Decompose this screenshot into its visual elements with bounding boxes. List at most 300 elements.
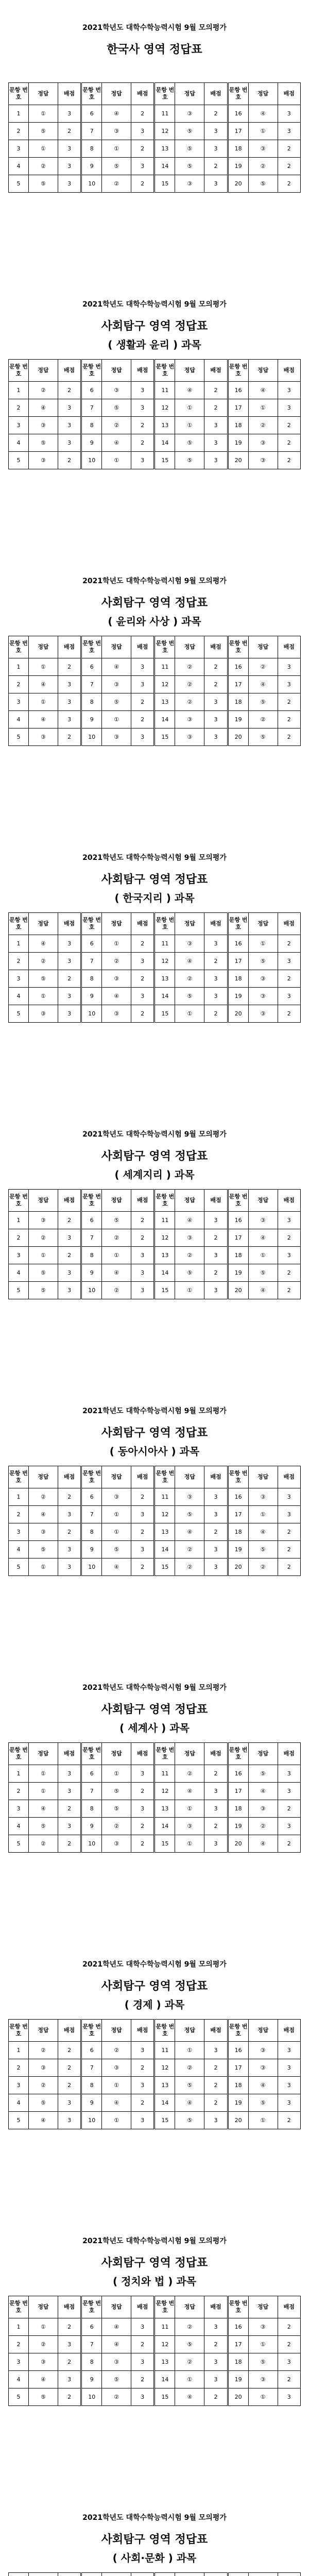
question-number-cell: 3 xyxy=(9,1247,29,1264)
question-number-header: 문항 번호 xyxy=(9,636,29,658)
question-number-cell: 17 xyxy=(228,1506,248,1523)
answer-cell: ④ xyxy=(28,935,58,953)
answer-header: 정답 xyxy=(28,2296,58,2318)
answer-cell: ③ xyxy=(28,2353,58,2371)
points-cell: 2 xyxy=(58,1523,81,1541)
question-number-cell: 13 xyxy=(154,2077,175,2094)
section-header xyxy=(0,830,309,912)
answer-cell: ③ xyxy=(28,728,58,746)
answer-cell: ③ xyxy=(248,1488,278,1506)
question-number-cell: 1 xyxy=(9,1212,29,1229)
answer-cell: ④ xyxy=(175,2094,204,2112)
points-cell: 3 xyxy=(58,2112,81,2129)
question-number-header: 문항 번호 xyxy=(9,1466,29,1488)
table-row xyxy=(9,123,301,140)
answer-cell: ① xyxy=(28,1765,58,1783)
points-header: 배점 xyxy=(131,913,154,935)
answer-cell: ① xyxy=(28,693,58,711)
answer-cell: ③ xyxy=(248,970,278,988)
table-header-row xyxy=(9,913,301,935)
answer-cell: ⑤ xyxy=(248,1264,278,1282)
points-cell: 3 xyxy=(131,1541,154,1558)
points-header xyxy=(278,2573,300,2576)
answer-cell: ③ xyxy=(175,105,204,123)
answer-section xyxy=(0,277,309,553)
answer-cell: ⑤ xyxy=(28,175,58,193)
points-header: 배점 xyxy=(278,2020,300,2042)
points-cell: 3 xyxy=(278,2094,300,2112)
question-number-cell: 1 xyxy=(9,2042,29,2059)
question-number-cell: 5 xyxy=(9,2112,29,2129)
question-number-cell: 13 xyxy=(154,1247,175,1264)
question-number-header: 문항 번호 xyxy=(228,636,248,658)
section-header xyxy=(0,2490,309,2572)
points-cell: 2 xyxy=(278,1229,300,1247)
points-cell: 2 xyxy=(131,1212,154,1229)
answer-cell: ② xyxy=(175,970,204,988)
question-number-header: 문항 번호 xyxy=(228,1466,248,1488)
subject-title: ( 동아시아사 ) 과목 xyxy=(109,1445,200,1458)
question-number-cell: 16 xyxy=(228,2318,248,2336)
question-number-cell: 4 xyxy=(9,2094,29,2112)
answer-header: 정답 xyxy=(102,360,131,382)
points-cell: 3 xyxy=(278,1818,300,1835)
question-number-header: 문항 번호 xyxy=(154,2296,175,2318)
answer-cell: ③ xyxy=(248,1212,278,1229)
points-cell: 3 xyxy=(204,2371,228,2388)
table-row xyxy=(9,382,301,399)
points-cell: 3 xyxy=(204,175,228,193)
answer-cell: ③ xyxy=(248,1005,278,1023)
question-number-cell: 7 xyxy=(81,1783,102,1800)
question-number-cell: 20 xyxy=(228,452,248,469)
points-cell: 3 xyxy=(58,1264,81,1282)
area-title: 사회탐구 영역 정답표 xyxy=(101,320,208,333)
answer-cell: ⑤ xyxy=(248,953,278,970)
table-row xyxy=(9,1005,301,1023)
table-row xyxy=(9,2042,301,2059)
points-cell: 2 xyxy=(278,2112,300,2129)
answer-header: 정답 xyxy=(175,360,204,382)
points-header: 배점 xyxy=(58,636,81,658)
points-cell: 3 xyxy=(131,399,154,417)
question-number-cell: 7 xyxy=(81,2059,102,2077)
question-number-cell: 11 xyxy=(154,2042,175,2059)
question-number-cell: 18 xyxy=(228,970,248,988)
answer-cell: ② xyxy=(175,2059,204,2077)
answer-header: 정답 xyxy=(248,1743,278,1765)
answer-cell: ⑤ xyxy=(28,2388,58,2406)
points-cell: 3 xyxy=(131,2318,154,2336)
points-cell: 3 xyxy=(131,2388,154,2406)
points-cell: 3 xyxy=(278,658,300,676)
answer-header: 정답 xyxy=(248,360,278,382)
question-number-cell: 15 xyxy=(154,1558,175,1576)
points-header xyxy=(131,2573,154,2576)
question-number-cell: 14 xyxy=(154,1818,175,1835)
question-number-header: 문항 번호 xyxy=(9,913,29,935)
answer-cell: ① xyxy=(28,1247,58,1264)
question-number-cell: 14 xyxy=(154,2371,175,2388)
question-number-header: 문항 번호 xyxy=(228,360,248,382)
question-number-cell: 17 xyxy=(228,1783,248,1800)
table-header-row xyxy=(9,2573,301,2576)
question-number-cell: 9 xyxy=(81,2094,102,2112)
table-row xyxy=(9,2077,301,2094)
table-row xyxy=(9,1558,301,1576)
answer-cell: ② xyxy=(102,2042,131,2059)
answer-table xyxy=(8,82,301,193)
points-header: 배점 xyxy=(278,1743,300,1765)
table-row xyxy=(9,105,301,123)
question-number-cell: 10 xyxy=(81,1835,102,1853)
area-title: 사회탐구 영역 정답표 xyxy=(101,2533,208,2546)
answer-cell: ① xyxy=(28,140,58,158)
question-number-header: 문항 번호 xyxy=(81,83,102,105)
table-row xyxy=(9,2336,301,2353)
answer-header: 정답 xyxy=(28,2020,58,2042)
answer-cell: ⑤ xyxy=(102,1783,131,1800)
points-cell: 3 xyxy=(278,123,300,140)
exam-title: 2021학년도 대학수학능력시험 9월 모의평가 xyxy=(82,1960,227,1969)
answer-cell: ① xyxy=(175,417,204,434)
answer-cell: ⑤ xyxy=(102,399,131,417)
answer-cell: ② xyxy=(102,2388,131,2406)
question-number-header xyxy=(228,2573,248,2576)
answer-cell: ① xyxy=(102,2077,131,2094)
points-cell: 2 xyxy=(58,1488,81,1506)
table-row xyxy=(9,140,301,158)
answer-cell: ⑤ xyxy=(102,693,131,711)
points-cell: 3 xyxy=(204,417,228,434)
question-number-header: 문항 번호 xyxy=(228,2020,248,2042)
table-row xyxy=(9,1818,301,1835)
points-cell: 2 xyxy=(58,2318,81,2336)
points-header: 배점 xyxy=(58,360,81,382)
table-row xyxy=(9,2112,301,2129)
points-header: 배점 xyxy=(278,360,300,382)
answer-cell: ② xyxy=(28,2336,58,2353)
answer-header: 정답 xyxy=(175,1743,204,1765)
points-cell: 2 xyxy=(204,1005,228,1023)
answer-cell: ③ xyxy=(175,711,204,728)
question-number-cell: 13 xyxy=(154,970,175,988)
answer-cell: ④ xyxy=(102,2318,131,2336)
answer-cell: ④ xyxy=(175,1783,204,1800)
answer-header: 정답 xyxy=(248,1190,278,1212)
question-number-cell: 12 xyxy=(154,123,175,140)
points-cell: 2 xyxy=(131,1523,154,1541)
points-cell: 3 xyxy=(58,434,81,452)
question-number-cell: 14 xyxy=(154,2094,175,2112)
points-cell: 2 xyxy=(131,417,154,434)
points-cell: 3 xyxy=(204,935,228,953)
table-row xyxy=(9,1212,301,1229)
answer-cell: ② xyxy=(28,382,58,399)
answer-header: 정답 xyxy=(175,2020,204,2042)
answer-cell: ④ xyxy=(102,1558,131,1576)
question-number-cell: 8 xyxy=(81,417,102,434)
question-number-cell: 10 xyxy=(81,452,102,469)
answer-cell: ③ xyxy=(248,434,278,452)
points-cell: 2 xyxy=(58,970,81,988)
answer-cell: ③ xyxy=(102,2353,131,2371)
question-number-cell: 14 xyxy=(154,1541,175,1558)
answer-cell: ③ xyxy=(102,2059,131,2077)
table-header-row xyxy=(9,1466,301,1488)
points-cell: 3 xyxy=(131,1247,154,1264)
answer-cell: ③ xyxy=(175,175,204,193)
question-number-cell: 6 xyxy=(81,1488,102,1506)
question-number-cell: 12 xyxy=(154,399,175,417)
points-cell: 3 xyxy=(278,1765,300,1783)
points-cell: 2 xyxy=(278,1282,300,1299)
question-number-header xyxy=(9,2573,29,2576)
points-cell: 3 xyxy=(204,140,228,158)
points-header: 배점 xyxy=(204,2020,228,2042)
answer-header: 정답 xyxy=(175,83,204,105)
answer-cell: ⑤ xyxy=(102,1800,131,1818)
points-cell: 2 xyxy=(204,2336,228,2353)
question-number-cell: 2 xyxy=(9,2059,29,2077)
answer-cell: ① xyxy=(248,2388,278,2406)
question-number-cell: 3 xyxy=(9,693,29,711)
table-row xyxy=(9,693,301,711)
points-cell: 3 xyxy=(278,1212,300,1229)
answer-cell: ④ xyxy=(248,1783,278,1800)
question-number-cell: 4 xyxy=(9,1818,29,1835)
answer-cell: ④ xyxy=(102,434,131,452)
answer-cell: ④ xyxy=(102,658,131,676)
area-title: 사회탐구 영역 정답표 xyxy=(101,1980,208,1993)
points-cell: 2 xyxy=(131,1558,154,1576)
answer-cell: ③ xyxy=(175,1488,204,1506)
question-number-cell: 5 xyxy=(9,1282,29,1299)
answer-cell: ④ xyxy=(28,711,58,728)
question-number-cell: 8 xyxy=(81,970,102,988)
table-row xyxy=(9,1229,301,1247)
question-number-cell: 15 xyxy=(154,2112,175,2129)
points-cell: 2 xyxy=(131,711,154,728)
points-cell: 2 xyxy=(58,1800,81,1818)
question-number-cell: 11 xyxy=(154,1488,175,1506)
question-number-cell: 8 xyxy=(81,140,102,158)
answer-cell: ④ xyxy=(175,953,204,970)
points-cell: 2 xyxy=(204,658,228,676)
points-cell: 3 xyxy=(204,1783,228,1800)
table-row xyxy=(9,1523,301,1541)
question-number-cell: 15 xyxy=(154,1835,175,1853)
question-number-cell: 4 xyxy=(9,1264,29,1282)
question-number-cell: 6 xyxy=(81,105,102,123)
question-number-cell: 18 xyxy=(228,417,248,434)
question-number-cell: 6 xyxy=(81,1212,102,1229)
question-number-cell: 20 xyxy=(228,1835,248,1853)
points-cell: 3 xyxy=(204,1541,228,1558)
question-number-cell: 5 xyxy=(9,728,29,746)
points-cell: 2 xyxy=(131,1818,154,1835)
answer-cell: ④ xyxy=(175,1523,204,1541)
answer-cell: ④ xyxy=(102,988,131,1005)
answer-cell: ③ xyxy=(102,1488,131,1506)
points-cell: 3 xyxy=(204,2318,228,2336)
question-number-cell: 10 xyxy=(81,1005,102,1023)
question-number-cell: 13 xyxy=(154,1800,175,1818)
question-number-header: 문항 번호 xyxy=(228,1190,248,1212)
points-cell: 2 xyxy=(278,728,300,746)
answer-cell: ② xyxy=(175,1247,204,1264)
answer-section xyxy=(0,2490,309,2576)
question-number-cell: 15 xyxy=(154,1282,175,1299)
question-number-cell: 4 xyxy=(9,434,29,452)
points-cell: 2 xyxy=(58,1212,81,1229)
answer-cell: ① xyxy=(175,1835,204,1853)
answer-header: 정답 xyxy=(28,1466,58,1488)
question-number-header: 문항 번호 xyxy=(228,1743,248,1765)
question-number-cell: 5 xyxy=(9,2388,29,2406)
question-number-cell: 20 xyxy=(228,2112,248,2129)
answer-header: 정답 xyxy=(175,2296,204,2318)
table-row xyxy=(9,1264,301,1282)
points-header: 배점 xyxy=(58,1466,81,1488)
points-cell: 3 xyxy=(278,1506,300,1523)
question-number-cell: 8 xyxy=(81,1523,102,1541)
answer-cell: ⑤ xyxy=(28,2094,58,2112)
answer-cell: ② xyxy=(28,1835,58,1853)
answer-cell: ② xyxy=(102,175,131,193)
question-number-cell: 10 xyxy=(81,2388,102,2406)
points-header: 배점 xyxy=(204,83,228,105)
answer-cell: ② xyxy=(175,1558,204,1576)
points-cell: 2 xyxy=(131,434,154,452)
points-cell: 3 xyxy=(131,676,154,693)
table-row xyxy=(9,970,301,988)
question-number-cell: 19 xyxy=(228,158,248,175)
answer-cell: ⑤ xyxy=(248,2353,278,2371)
points-cell: 2 xyxy=(131,1488,154,1506)
points-cell: 3 xyxy=(58,2094,81,2112)
points-cell: 3 xyxy=(204,434,228,452)
answer-cell: ④ xyxy=(28,2112,58,2129)
points-cell: 2 xyxy=(204,399,228,417)
answer-header: 정답 xyxy=(248,83,278,105)
table-row xyxy=(9,988,301,1005)
area-title: 사회탐구 영역 정답표 xyxy=(101,1150,208,1163)
answer-cell: ④ xyxy=(248,676,278,693)
exam-title: 2021학년도 대학수학능력시험 9월 모의평가 xyxy=(82,24,227,32)
answer-header: 정답 xyxy=(248,1466,278,1488)
points-cell: 3 xyxy=(131,1800,154,1818)
question-number-header: 문항 번호 xyxy=(154,360,175,382)
points-cell: 3 xyxy=(131,452,154,469)
answer-cell: ① xyxy=(102,935,131,953)
answer-cell: ③ xyxy=(248,2059,278,2077)
points-cell: 2 xyxy=(278,417,300,434)
answer-cell: ④ xyxy=(28,1506,58,1523)
area-title: 한국사 영역 정답표 xyxy=(107,43,202,56)
question-number-cell: 9 xyxy=(81,1264,102,1282)
question-number-header: 문항 번호 xyxy=(81,913,102,935)
question-number-cell: 2 xyxy=(9,123,29,140)
answer-table xyxy=(8,1466,301,1576)
question-number-cell: 16 xyxy=(228,658,248,676)
answer-cell: ④ xyxy=(248,1523,278,1541)
points-cell: 2 xyxy=(278,452,300,469)
answer-table xyxy=(8,2296,301,2406)
points-cell: 3 xyxy=(204,2042,228,2059)
points-header: 배점 xyxy=(58,1743,81,1765)
question-number-cell: 13 xyxy=(154,2353,175,2371)
answer-cell: ④ xyxy=(102,1264,131,1282)
points-cell: 2 xyxy=(58,2353,81,2371)
answer-cell: ④ xyxy=(28,676,58,693)
answer-cell: ③ xyxy=(248,452,278,469)
answer-cell: ② xyxy=(28,953,58,970)
points-header: 배점 xyxy=(278,1190,300,1212)
answer-cell: ① xyxy=(175,1282,204,1299)
points-cell: 3 xyxy=(58,1282,81,1299)
answer-cell: ③ xyxy=(175,935,204,953)
points-header: 배점 xyxy=(278,636,300,658)
answer-cell: ⑤ xyxy=(175,1264,204,1282)
answer-cell: ① xyxy=(248,123,278,140)
answer-cell: ③ xyxy=(102,728,131,746)
question-number-cell: 4 xyxy=(9,711,29,728)
points-cell: 3 xyxy=(58,1818,81,1835)
subject-title: ( 경제 ) 과목 xyxy=(124,1998,185,2011)
points-cell: 3 xyxy=(204,988,228,1005)
section-header xyxy=(0,1660,309,1742)
section-header xyxy=(0,277,309,359)
question-number-cell: 13 xyxy=(154,1523,175,1541)
table-row xyxy=(9,2388,301,2406)
question-number-cell: 19 xyxy=(228,1541,248,1558)
exam-title: 2021학년도 대학수학능력시험 9월 모의평가 xyxy=(82,2514,227,2522)
answer-cell: ① xyxy=(248,2112,278,2129)
question-number-header: 문항 번호 xyxy=(81,360,102,382)
answer-cell: ④ xyxy=(28,2371,58,2388)
answer-header: 정답 xyxy=(248,2020,278,2042)
question-number-cell: 7 xyxy=(81,2336,102,2353)
question-number-cell: 11 xyxy=(154,2318,175,2336)
answer-cell: ① xyxy=(102,711,131,728)
answer-cell: ⑤ xyxy=(175,140,204,158)
points-cell: 3 xyxy=(58,1005,81,1023)
table-header-row xyxy=(9,2020,301,2042)
question-number-cell: 10 xyxy=(81,2112,102,2129)
points-cell: 3 xyxy=(278,953,300,970)
answer-cell: ⑤ xyxy=(175,1506,204,1523)
question-number-cell: 15 xyxy=(154,175,175,193)
answer-cell: ③ xyxy=(175,1818,204,1835)
answer-table xyxy=(8,1742,301,1853)
question-number-cell: 2 xyxy=(9,1506,29,1523)
question-number-header: 문항 번호 xyxy=(154,2020,175,2042)
question-number-cell: 8 xyxy=(81,2353,102,2371)
points-cell: 2 xyxy=(278,2318,300,2336)
answer-header: 정답 xyxy=(175,913,204,935)
points-header: 배점 xyxy=(131,2020,154,2042)
points-header: 배점 xyxy=(204,1190,228,1212)
question-number-header: 문항 번호 xyxy=(228,913,248,935)
question-number-cell: 9 xyxy=(81,1541,102,1558)
question-number-cell: 5 xyxy=(9,1835,29,1853)
points-header: 배점 xyxy=(204,1743,228,1765)
answer-cell: ④ xyxy=(248,382,278,399)
question-number-cell: 9 xyxy=(81,2371,102,2388)
answer-cell: ⑤ xyxy=(175,452,204,469)
points-cell: 3 xyxy=(204,2112,228,2129)
